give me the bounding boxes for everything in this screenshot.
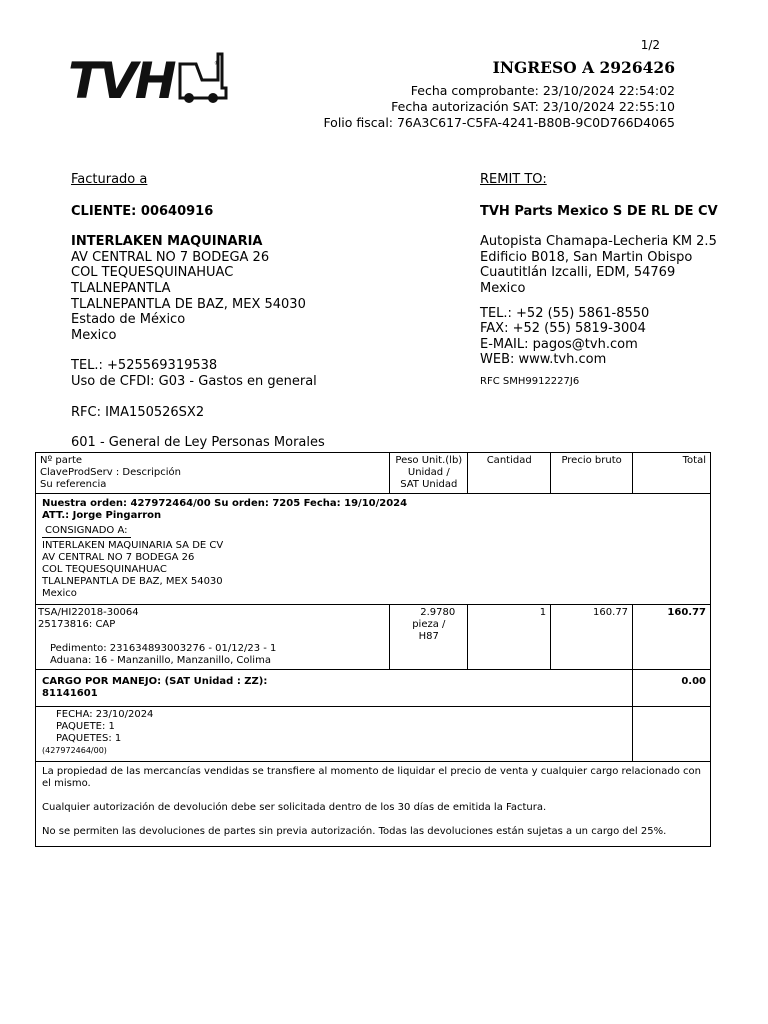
remit-contact-line: TEL.: +52 (55) 5861-8550: [480, 305, 650, 321]
header-part: [36, 453, 390, 494]
order-line: Nuestra orden: 427972464/00 Su orden: 7205 Fecha: 19/10/2024: [42, 498, 408, 509]
header-total: Total: [633, 453, 711, 494]
order-row: [36, 494, 711, 605]
shipment-fecha: FECHA: 23/10/2024: [56, 709, 154, 720]
note-line: La propiedad de las mercancías vendidas se transfiere al momento de liquidar el precio de venta y cualquier cargo relacionado con el mismo.: [42, 766, 701, 789]
shipment-ref: (427972464/00): [42, 746, 107, 755]
item-cantidad: 1: [468, 605, 551, 670]
item-peso: 2.9780: [420, 607, 456, 618]
invoice-title: INGRESO A 2926426: [492, 58, 675, 77]
remit-to-section: [480, 172, 718, 390]
table-row: [36, 605, 711, 670]
notes-cell: [36, 762, 711, 847]
client-address-line: AV CENTRAL NO 7 BODEGA 26: [71, 249, 270, 265]
header-line: Nº parte: [40, 455, 83, 466]
item-sat-unidad: H87: [418, 631, 439, 642]
header-cantidad: Cantidad: [468, 453, 551, 494]
cargo-label: CARGO POR MANEJO: (SAT Unidad : ZZ):: [42, 676, 268, 687]
header-line: SAT Unidad: [400, 479, 458, 490]
client-address-line: Estado de México: [71, 312, 186, 328]
remit-heading: REMIT TO:: [480, 172, 547, 187]
svg-text:®: ®: [214, 60, 220, 67]
remit-contact-line: WEB: www.tvh.com: [480, 352, 607, 368]
consignado-line: Mexico: [42, 588, 77, 599]
client-cfdi: Uso de CFDI: G03 - Gastos en general: [71, 373, 317, 389]
note-line: No se permiten las devoluciones de partes sin previa autorización. Todas las devoluciones están sujetas a un cargo del 25%.: [42, 826, 667, 837]
order-att: ATT.: Jorge Pingarron: [42, 510, 162, 521]
item-unidad: pieza /: [412, 619, 446, 630]
billed-heading: Facturado a: [71, 172, 148, 187]
page-number: 1/2: [640, 38, 660, 52]
consignado-line: COL TEQUESQUINAHUAC: [42, 564, 167, 575]
remit-address-line: Edificio B018, San Martin Obispo: [480, 249, 693, 265]
shipment-paquete: PAQUETE: 1: [56, 721, 115, 732]
item-precio: 160.77: [551, 605, 633, 670]
notes-row: [36, 762, 711, 847]
header-line: Peso Unit.(lb): [395, 455, 463, 466]
item-peso-cell: [390, 605, 468, 670]
remit-address-line: Mexico: [480, 280, 526, 296]
order-cell: [36, 494, 711, 605]
cargo-row: [36, 670, 711, 707]
shipment-empty-cell: [633, 707, 711, 762]
header-line: Su referencia: [40, 479, 107, 490]
shipment-cell: [36, 707, 633, 762]
tvh-logo: [68, 40, 318, 130]
client-rfc: RFC: IMA150526SX2: [71, 404, 205, 420]
remit-rfc: RFC SMH9912227J6: [480, 375, 580, 387]
client-regimen: 601 - General de Ley Personas Morales: [71, 435, 325, 451]
shipment-paquetes: PAQUETES: 1: [56, 733, 122, 744]
consignado-line: TLALNEPANTLA DE BAZ, MEX 54030: [42, 576, 223, 587]
item-aduana: Aduana: 16 - Manzanillo, Manzanillo, Colima: [50, 655, 271, 666]
shipment-row: [36, 707, 711, 762]
header-precio: Precio bruto: [551, 453, 633, 494]
client-tel: TEL.: +525569319538: [71, 358, 218, 374]
consignado-line: INTERLAKEN MAQUINARIA SA DE CV: [42, 540, 224, 551]
header-line: Unidad /: [407, 467, 450, 478]
remit-contact-line: E-MAIL: pagos@tvh.com: [480, 336, 638, 352]
table-header-row: [36, 453, 711, 494]
client-address-line: COL TEQUESQUINAHUAC: [71, 265, 234, 281]
client-address-line: Mexico: [71, 327, 117, 343]
remit-contact-line: FAX: +52 (55) 5819-3004: [480, 321, 646, 337]
cargo-cell: [36, 670, 633, 707]
header-peso: [390, 453, 468, 494]
consignado-label: CONSIGNADO A:: [42, 525, 131, 538]
note-line: Cualquier autorización de devolución debe ser solicitada dentro de los 30 días de emitida la Factura.: [42, 802, 547, 813]
client-address-line: TLALNEPANTLA DE BAZ, MEX 54030: [71, 296, 306, 312]
item-desc: 25173816: CAP: [38, 619, 116, 630]
cargo-code: 81141601: [42, 688, 98, 699]
billed-to-section: [71, 172, 325, 451]
client-name: INTERLAKEN MAQUINARIA: [71, 234, 263, 250]
item-part-cell: [36, 605, 390, 670]
cargo-total: 0.00: [633, 670, 711, 707]
remit-address-line: Cuautitlán Izcalli, EDM, 54769: [480, 265, 676, 281]
item-part: TSA/HI22018-30064: [38, 607, 139, 618]
fecha-autorizacion: Fecha autorización SAT: 23/10/2024 22:55:10: [391, 99, 675, 114]
header-line: ClaveProdServ : Descripción: [40, 467, 181, 478]
folio-fiscal: Folio fiscal: 76A3C617-C5FA-4241-B80B-9C0D766D4065: [323, 115, 675, 130]
client-address-line: TLALNEPANTLA: [71, 280, 171, 296]
item-total: 160.77: [633, 605, 711, 670]
consignado-line: AV CENTRAL NO 7 BODEGA 26: [42, 552, 195, 563]
cliente-number: CLIENTE: 00640916: [71, 203, 214, 219]
invoice-table: [35, 452, 711, 847]
remit-address-line: Autopista Chamapa-Lecheria KM 2.5: [480, 234, 717, 250]
remit-company: TVH Parts Mexico S DE RL DE CV: [480, 203, 718, 219]
logo-text: TVH: [68, 52, 174, 110]
item-pedimento: Pedimento: 231634893003276 - 01/12/23 - 1: [50, 643, 277, 654]
fecha-comprobante: Fecha comprobante: 23/10/2024 22:54:02: [410, 83, 675, 98]
